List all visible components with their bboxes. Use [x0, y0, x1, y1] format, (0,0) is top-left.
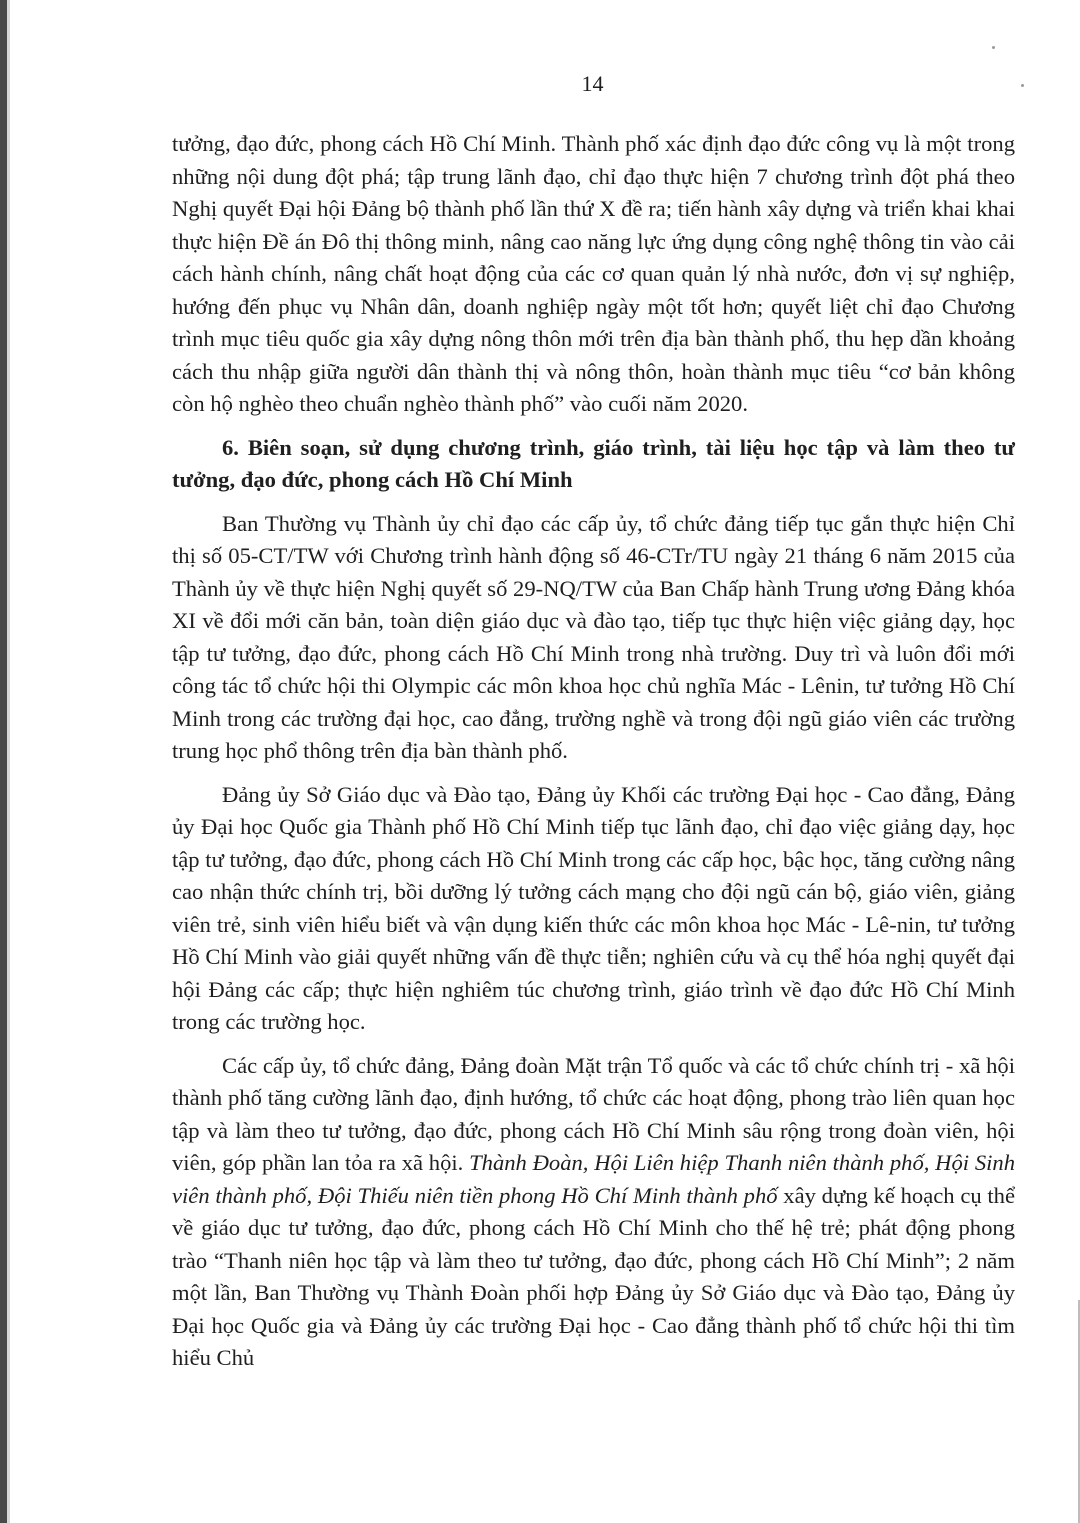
- paragraph: Ban Thường vụ Thành ủy chỉ đạo các cấp ủy, tổ chức đảng tiếp tục gắn thực hiện Chỉ thị số 05-CT/TW với Chương trình hành động số 46-CTr/TU ngày 21 tháng 6 năm 2015 của Thành ủy về thực hiện Nghị quyết số 29-NQ/TW của Ban Chấp hành Trung ương Đảng khóa XI về đổi mới căn bản, toàn diện giáo dục và đào tạo, tiếp tục thực hiện việc giảng dạy, học tập tư tưởng, đạo đức, phong cách Hồ Chí Minh trong nhà trường. Duy trì và luôn đổi mới công tác tổ chức hội thi Olympic các môn khoa học chủ nghĩa Mác - Lênin, tư tưởng Hồ Chí Minh trong các trường đại học, cao đẳng, trường nghề và trong đội ngũ giáo viên các trường trung học phổ thông trên địa bàn thành phố.: [172, 510, 1015, 763]
- section-heading: 6. Biên soạn, sử dụng chương trình, giáo trình, tài liệu học tập và làm theo tư tưởng, đạo đức, phong cách Hồ Chí Minh: [172, 434, 1015, 492]
- document-body: [172, 128, 1015, 1386]
- scan-left-shadow: [7, 0, 10, 1523]
- scan-speck: [992, 46, 995, 49]
- scan-left-edge: [0, 0, 7, 1523]
- italic-organizations: Thành Đoàn, Hội Liên hiệp Thanh niên thành phố, Hội Sinh viên thành phố, Đội Thiếu niên tiền phong Hồ Chí Minh thành phố: [172, 1150, 1015, 1208]
- page-number: 14: [581, 71, 604, 96]
- paragraph: Đảng ủy Sở Giáo dục và Đào tạo, Đảng ủy Khối các trường Đại học - Cao đẳng, Đảng ủy Đại học Quốc gia Thành phố Hồ Chí Minh tiếp tục lãnh đạo, chỉ đạo việc giảng dạy, học tập tư tưởng, đạo đức, phong cách Hồ Chí Minh trong các cấp học, bậc học, tăng cường nâng cao nhận thức chính trị, bồi dưỡng lý tưởng cách mạng cho đội ngũ cán bộ, giáo viên, giảng viên trẻ, sinh viên hiểu biết và vận dụng kiến thức các môn khoa học Mác - Lê-nin, tư tưởng Hồ Chí Minh vào giải quyết những vấn đề thực tiễn; nghiên cứu và cụ thể hóa nghị quyết đại hội Đảng các cấp; thực hiện nghiêm túc chương trình, giáo trình về đạo đức Hồ Chí Minh trong các trường học.: [172, 781, 1015, 1034]
- paragraph-with-italic: [172, 1050, 1015, 1375]
- paragraph-text: xây dựng kế hoạch cụ thể về giáo dục tư tưởng, đạo đức, phong cách Hồ Chí Minh cho thế hệ trẻ; phát động phong trào “Thanh niên học tập và làm theo tư tưởng, đạo đức, phong cách Hồ Chí Minh”; 2 năm một lần, Ban Thường vụ Thành Đoàn phối hợp Đảng ủy Sở Giáo dục và Đào tạo, Đảng ủy Đại học Quốc gia và Đảng ủy các trường Đại học - Cao đẳng thành phố tổ chức hội thi tìm hiểu Chủ: [172, 1182, 1015, 1370]
- paragraph-text: Các cấp ủy, tổ chức đảng, Đảng đoàn Mặt trận Tổ quốc và các tổ chức chính trị - xã hội thành phố tăng cường lãnh đạo, định hướng, tổ chức các hoạt động, phong trào liên quan học tập và làm theo tư tưởng, đạo đức, phong cách Hồ Chí Minh sâu rộng trong đoàn viên, hội viên, góp phần lan tỏa ra xã hội.: [172, 1052, 1015, 1175]
- paragraph-continuation: tưởng, đạo đức, phong cách Hồ Chí Minh. Thành phố xác định đạo đức công vụ là một trong những nội dung đột phá; tập trung lãnh đạo, chỉ đạo thực hiện 7 chương trình đột phá theo Nghị quyết Đại hội Đảng bộ thành phố lần thứ X đề ra; tiến hành xây dựng và triển khai khai thực hiện Đề án Đô thị thông minh, nâng cao năng lực ứng dụng công nghệ thông tin vào cải cách hành chính, nâng chất hoạt động của các cơ quan quản lý nhà nước, đơn vị sự nghiệp, hướng đến phục vụ Nhân dân, doanh nghiệp ngày một tốt hơn; quyết liệt chỉ đạo Chương trình mục tiêu quốc gia xây dựng nông thôn mới trên địa bàn thành phố, thu hẹp dần khoảng cách thu nhập giữa người dân thành thị và nông thôn, hoàn thành mục tiêu “cơ bản không còn hộ nghèo theo chuẩn nghèo thành phố” vào cuối năm 2020.: [172, 131, 1015, 416]
